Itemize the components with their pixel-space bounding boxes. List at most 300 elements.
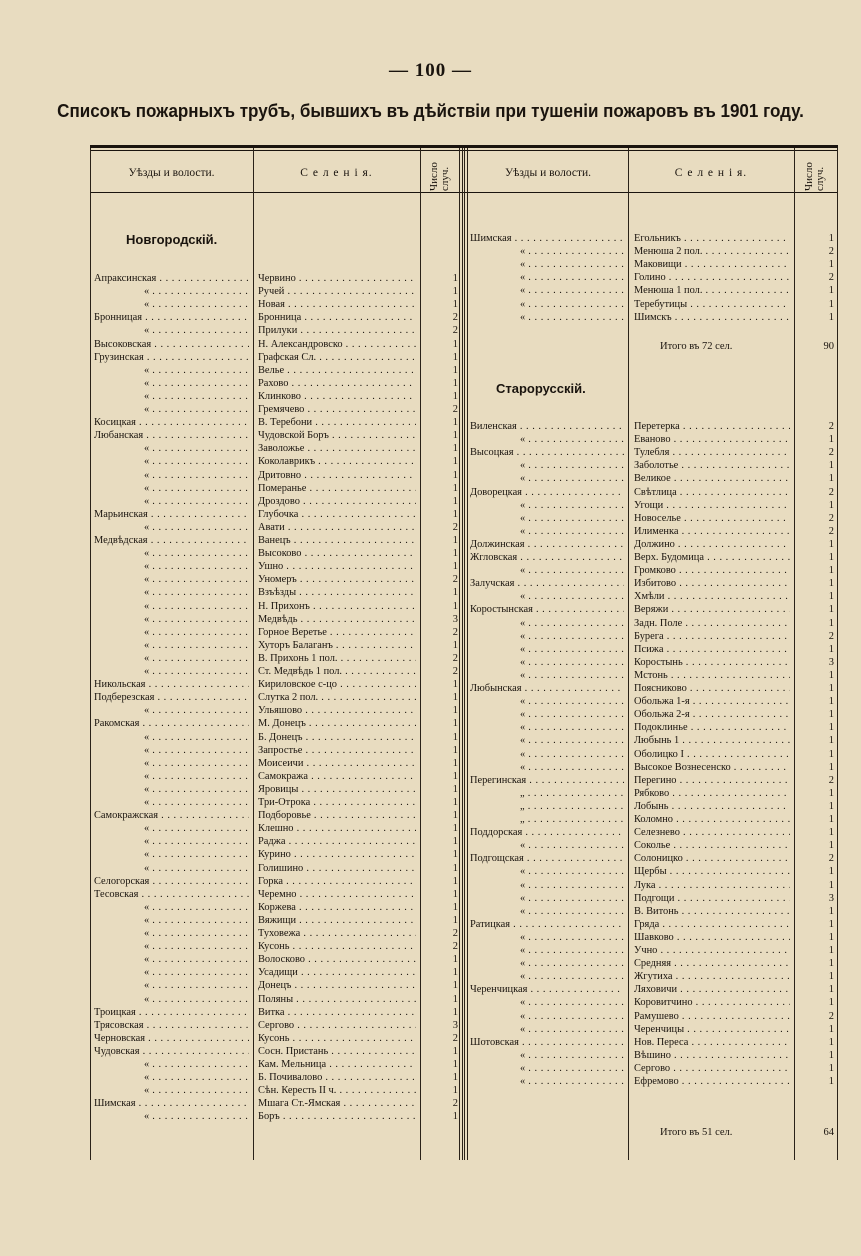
village-cell: Рамушево . . .	[634, 1010, 790, 1023]
district-cell: « . . .	[470, 643, 624, 656]
table-row	[90, 551, 838, 564]
district-cell: Селогорская . . .	[94, 875, 249, 888]
count-cell: 1	[828, 722, 834, 734]
district-cell: « . . .	[94, 495, 249, 508]
village-cell: Ефремово . . .	[634, 1075, 790, 1088]
village-cell: Донецъ . . .	[258, 979, 416, 992]
district-cell: « . . .	[94, 822, 249, 835]
village-cell: Коровитчино . . .	[634, 996, 790, 1009]
count-cell: 1	[452, 548, 458, 560]
district-cell: « . . .	[94, 600, 249, 613]
village-cell: Кусонь . . .	[258, 1032, 416, 1045]
district-cell: « . . .	[94, 613, 249, 626]
village-cell: Высокое Вознесенско . . .	[634, 761, 790, 774]
count-cell: 1	[452, 639, 458, 651]
district-cell: « . . .	[94, 783, 249, 796]
table-row	[90, 377, 838, 390]
count-cell: 1	[452, 823, 458, 835]
district-cell: Любанская . . .	[94, 429, 249, 442]
village-cell: Заболотье . . .	[634, 459, 790, 472]
district-cell: „ . . .	[470, 800, 624, 813]
district-cell: « . . .	[470, 499, 624, 512]
count-cell: 1	[452, 417, 458, 429]
table-row	[90, 390, 838, 403]
count-cell: 1	[452, 430, 458, 442]
table-row	[90, 446, 838, 459]
district-cell: Троицкая . . .	[94, 1006, 249, 1019]
village-cell: Сергово . . .	[634, 1062, 790, 1075]
count-cell: 1	[828, 298, 834, 310]
district-cell: Перегинская . . .	[470, 774, 624, 787]
district-cell: « . . .	[470, 564, 624, 577]
district-cell: Никольская . . .	[94, 678, 249, 691]
count-cell: 1	[452, 273, 458, 284]
village-cell: Перегино . . .	[634, 774, 790, 787]
district-cell: « . . .	[94, 966, 249, 979]
count-cell: 1	[828, 918, 834, 930]
village-cell: Лука . . .	[634, 879, 790, 892]
count-cell: 1	[828, 997, 834, 1009]
district-cell: Чудовская . . .	[94, 1045, 249, 1058]
table-row	[90, 656, 838, 669]
village-cell: Избитово . . .	[634, 577, 790, 590]
count-cell: 1	[452, 338, 458, 350]
table-row	[90, 800, 838, 813]
count-cell: 1	[452, 561, 458, 573]
village-cell: Туховежа . . .	[258, 927, 416, 940]
village-cell: Должино . . .	[634, 538, 790, 551]
count-cell: 1	[828, 1036, 834, 1048]
village-cell: Ванецъ . . .	[258, 534, 416, 547]
count-cell: 1	[452, 954, 458, 966]
village-cell: Графская Сл. . . .	[258, 351, 416, 364]
village-cell: Селезнево . . .	[634, 826, 790, 839]
village-cell: Кусонь . . .	[258, 940, 416, 953]
table-row	[90, 459, 838, 472]
count-cell: 1	[452, 495, 458, 507]
district-cell: Грузинская . . .	[94, 351, 249, 364]
count-cell: 1	[452, 482, 458, 494]
count-cell: 1	[452, 456, 458, 468]
district-cell: « . . .	[94, 1058, 249, 1071]
count-cell: 1	[452, 993, 458, 1005]
district-cell: « . . .	[470, 734, 624, 747]
count-cell: 1	[828, 971, 834, 983]
count-cell: 1	[452, 1085, 458, 1097]
count-cell: 1	[452, 901, 458, 913]
village-cell: Клинково . . .	[258, 390, 416, 403]
district-cell: « . . .	[94, 848, 249, 861]
table-row	[90, 324, 838, 337]
district-cell: « . . .	[94, 639, 249, 652]
table-row	[90, 420, 838, 433]
table-row	[90, 669, 838, 682]
count-cell: 1	[828, 617, 834, 629]
village-cell: Рахово . . .	[258, 377, 416, 390]
count-cell: 1	[828, 460, 834, 472]
village-cell: Червино . . .	[258, 272, 416, 285]
header-villages-left: С е л е н і я.	[300, 167, 373, 179]
count-cell: 1	[452, 679, 458, 691]
count-cell: 1	[828, 879, 834, 891]
village-cell: Угощи . . .	[634, 499, 790, 512]
district-cell: « . . .	[470, 258, 624, 271]
village-cell: М. Донецъ . . .	[258, 717, 416, 730]
count-cell: 1	[452, 286, 458, 298]
village-cell: Шавково . . .	[634, 931, 790, 944]
count-cell: 1	[452, 914, 458, 926]
table-row	[90, 1097, 838, 1110]
district-cell: « . . .	[94, 979, 249, 992]
count-cell: 1	[828, 748, 834, 760]
count-cell: 1	[828, 578, 834, 590]
table-row	[90, 970, 838, 983]
village-cell: Б. Донецъ . . .	[258, 731, 416, 744]
table-row	[90, 695, 838, 708]
table-row	[90, 1075, 838, 1088]
count-cell: 1	[452, 1059, 458, 1070]
table-row	[90, 734, 838, 747]
count-cell: 1	[828, 683, 834, 694]
village-cell: Кам. Мельница . . .	[258, 1058, 416, 1071]
count-cell: 1	[828, 800, 834, 812]
village-cell: Менюша 1 пол. . . .	[634, 284, 790, 297]
table-row	[90, 590, 838, 603]
village-cell: Ляховичи . . .	[634, 983, 790, 996]
count-cell: 2	[452, 928, 458, 939]
district-cell: « . . .	[94, 993, 249, 1006]
district-cell: « . . .	[470, 996, 624, 1009]
village-cell: Коржева . . .	[258, 901, 416, 914]
district-cell: Высоковская . . .	[94, 338, 249, 351]
count-cell: 1	[828, 814, 834, 825]
district-cell: « . . .	[94, 469, 249, 482]
count-cell: 1	[828, 984, 834, 996]
table-row	[90, 787, 838, 800]
district-cell: « . . .	[94, 560, 249, 573]
table-row	[90, 918, 838, 931]
village-cell: Уномеръ . . .	[258, 573, 416, 586]
table-row	[90, 603, 838, 616]
village-cell: Учно . . .	[634, 944, 790, 957]
count-cell: 1	[828, 565, 834, 577]
village-cell: Ручей . . .	[258, 285, 416, 298]
district-cell: « . . .	[470, 957, 624, 970]
table-row	[90, 826, 838, 839]
count-cell: 1	[452, 967, 458, 979]
district-cell: « . . .	[470, 311, 624, 324]
count-cell: 1	[828, 552, 834, 563]
count-cell: 1	[828, 538, 834, 550]
district-cell: Подберезская . . .	[94, 691, 249, 704]
district-cell: « . . .	[470, 839, 624, 852]
district-cell: « . . .	[470, 865, 624, 878]
village-cell: Подоклинье . . .	[634, 721, 790, 734]
village-cell: Псижа . . .	[634, 643, 790, 656]
district-cell: Ракомская . . .	[94, 717, 249, 730]
table-row	[90, 983, 838, 996]
district-cell: « . . .	[94, 390, 249, 403]
village-cell: Голишино . . .	[258, 862, 416, 875]
count-cell: 1	[452, 705, 458, 717]
village-cell: Новая . . .	[258, 298, 416, 311]
village-cell: Сѣн. Кересть II ч. . . .	[258, 1084, 416, 1097]
district-cell: « . . .	[94, 835, 249, 848]
district-cell: Высоцкая . . .	[470, 446, 624, 459]
village-cell: Гряда . . .	[634, 918, 790, 931]
district-cell: « . . .	[94, 901, 249, 914]
table-row	[90, 643, 838, 656]
village-cell: Заволожье . . .	[258, 442, 416, 455]
count-cell: 2	[828, 421, 834, 432]
district-cell: « . . .	[470, 695, 624, 708]
count-cell: 1	[452, 744, 458, 756]
table-row	[90, 1023, 838, 1036]
count-cell: 1	[828, 787, 834, 799]
village-cell: Вѣшино . . .	[634, 1049, 790, 1062]
village-cell: Поляны . . .	[258, 993, 416, 1006]
district-cell: « . . .	[470, 617, 624, 630]
district-cell: « . . .	[94, 324, 249, 337]
table-row	[90, 879, 838, 892]
count-cell: 2	[452, 325, 458, 337]
district-cell: « . . .	[470, 630, 624, 643]
count-cell: 1	[452, 1072, 458, 1084]
village-cell: Раджа . . .	[258, 835, 416, 848]
count-cell: 2	[828, 512, 834, 524]
count-cell: 1	[452, 836, 458, 848]
district-cell: Залучская . . .	[470, 577, 624, 590]
village-cell: Бронница . . .	[258, 311, 416, 324]
count-cell: 1	[828, 473, 834, 485]
table-row	[90, 761, 838, 774]
district-cell: « . . .	[94, 770, 249, 783]
district-cell: Марьинская . . .	[94, 508, 249, 521]
village-cell: Померанье . . .	[258, 482, 416, 495]
village-cell: Дроздово . . .	[258, 495, 416, 508]
village-cell: Ушно . . .	[258, 560, 416, 573]
village-cell: Сокольe . . .	[634, 839, 790, 852]
district-cell: Шимская . . .	[94, 1097, 249, 1110]
table-row	[90, 905, 838, 918]
village-cell: Коростынь . . .	[634, 656, 790, 669]
count-cell: 1	[452, 1006, 458, 1018]
district-cell: « . . .	[470, 1075, 624, 1088]
total-right-value: 64	[823, 1127, 834, 1138]
count-cell: 2	[828, 447, 834, 459]
district-cell: « . . .	[94, 1071, 249, 1084]
district-cell: Доворецкая . . .	[470, 486, 624, 499]
district-cell: « . . .	[470, 298, 624, 311]
district-cell: « . . .	[470, 1023, 624, 1036]
count-cell: 1	[828, 1062, 834, 1074]
table-row	[90, 813, 838, 826]
village-cell: Оболицко I . . .	[634, 748, 790, 761]
district-cell: « . . .	[470, 1062, 624, 1075]
count-cell: 2	[828, 486, 834, 498]
district-cell: « . . .	[94, 455, 249, 468]
count-cell: 1	[452, 1111, 458, 1123]
count-cell: 1	[452, 849, 458, 861]
village-cell: Авати . . .	[258, 521, 416, 534]
table-row	[90, 538, 838, 551]
count-cell: 2	[452, 521, 458, 533]
district-cell: Жгловская . . .	[470, 551, 624, 564]
total-right-label: Итого въ 51 сел.	[660, 1127, 733, 1138]
count-cell: 1	[452, 600, 458, 612]
table-row	[90, 364, 838, 377]
count-cell: 2	[452, 666, 458, 677]
district-cell: « . . .	[470, 271, 624, 284]
count-cell: 1	[452, 862, 458, 874]
district-cell: « . . .	[470, 669, 624, 682]
count-cell: 1	[828, 958, 834, 970]
village-cell: Прилуки . . .	[258, 324, 416, 337]
village-cell: Громково . . .	[634, 564, 790, 577]
district-cell: « . . .	[94, 403, 249, 416]
district-cell: « . . .	[94, 1110, 249, 1123]
village-cell: В. Витонь . . .	[634, 905, 790, 918]
count-cell: 2	[452, 1098, 458, 1110]
district-cell: « . . .	[94, 927, 249, 940]
village-cell: Голино . . .	[634, 271, 790, 284]
count-cell: 1	[452, 731, 458, 743]
table-row	[90, 271, 838, 284]
table-row	[90, 433, 838, 446]
count-cell: 2	[452, 1032, 458, 1044]
table-row	[90, 682, 838, 695]
count-cell: 1	[828, 866, 834, 878]
district-cell: « . . .	[94, 744, 249, 757]
district-cell: « . . .	[94, 731, 249, 744]
count-cell: 1	[452, 888, 458, 900]
table-row	[90, 957, 838, 970]
count-cell: 1	[452, 377, 458, 389]
village-cell: Высоково . . .	[258, 547, 416, 560]
village-cell: Средняя . . .	[634, 957, 790, 970]
count-cell: 1	[828, 905, 834, 917]
village-cell: Хмѣли . . .	[634, 590, 790, 603]
count-cell: 1	[452, 508, 458, 520]
village-cell: Слутка 2 пол. . . .	[258, 691, 416, 704]
village-cell: В. Прихонь 1 пол. . . .	[258, 652, 416, 665]
village-cell: Свѣтлица . . .	[634, 486, 790, 499]
count-cell: 1	[452, 469, 458, 481]
table-row	[90, 403, 838, 416]
count-cell: 1	[828, 604, 834, 616]
table-row	[90, 839, 838, 852]
table-row	[90, 617, 838, 630]
village-cell: Боръ . . .	[258, 1110, 416, 1123]
count-cell: 1	[452, 351, 458, 363]
district-cell: « . . .	[470, 472, 624, 485]
village-cell: Моисеичи . . .	[258, 757, 416, 770]
district-cell: « . . .	[470, 245, 624, 258]
village-cell: Лобынь . . .	[634, 800, 790, 813]
village-cell: Еваново . . .	[634, 433, 790, 446]
village-cell: Медвѣдь . . .	[258, 613, 416, 626]
village-cell: Тулебля . . .	[634, 446, 790, 459]
table-row	[90, 996, 838, 1009]
count-cell: 2	[828, 525, 834, 537]
count-cell: 1	[828, 1076, 834, 1087]
table-row	[90, 472, 838, 485]
total-left-label: Итого въ 72 сел.	[660, 341, 733, 352]
village-cell: Б. Почивалово . . .	[258, 1071, 416, 1084]
district-cell: „ . . .	[470, 813, 624, 826]
district-cell: Медвѣдская . . .	[94, 534, 249, 547]
district-cell: « . . .	[470, 970, 624, 983]
count-cell: 1	[828, 709, 834, 721]
count-cell: 1	[452, 1045, 458, 1057]
district-cell: « . . .	[94, 796, 249, 809]
district-cell: « . . .	[470, 512, 624, 525]
village-cell: Мшага Ст.-Ямская . . .	[258, 1097, 416, 1110]
village-cell: Обольжа 1-я . . .	[634, 695, 790, 708]
district-cell: Черновская . . .	[94, 1032, 249, 1045]
count-cell: 1	[828, 285, 834, 297]
header-district-right: Уѣзды и волости.	[504, 167, 592, 179]
count-cell: 2	[452, 626, 458, 638]
district-cell: Виленская . . .	[470, 420, 624, 433]
count-cell: 1	[452, 390, 458, 402]
village-cell: Гремячево . . .	[258, 403, 416, 416]
section-staroruss: Старорусскій.	[496, 381, 586, 396]
count-cell: 1	[828, 259, 834, 271]
count-cell: 1	[452, 364, 458, 376]
district-cell: « . . .	[470, 748, 624, 761]
count-cell: 1	[828, 735, 834, 747]
district-cell: « . . .	[470, 944, 624, 957]
district-cell: Черенчицкая . . .	[470, 983, 624, 996]
village-cell: Хуторъ Балаганъ . . .	[258, 639, 416, 652]
table-row	[90, 1049, 838, 1062]
district-cell: « . . .	[470, 892, 624, 905]
district-cell: « . . .	[94, 953, 249, 966]
district-cell: « . . .	[94, 547, 249, 560]
district-cell: « . . .	[470, 656, 624, 669]
district-cell: « . . .	[470, 931, 624, 944]
count-cell: 3	[828, 656, 834, 668]
district-cell: « . . .	[470, 525, 624, 538]
table-row	[90, 892, 838, 905]
district-cell: « . . .	[470, 1049, 624, 1062]
count-cell: 1	[828, 931, 834, 943]
village-cell: Поясниково . . .	[634, 682, 790, 695]
district-cell: « . . .	[470, 708, 624, 721]
count-cell: 1	[452, 797, 458, 808]
district-cell: « . . .	[94, 626, 249, 639]
count-cell: 2	[452, 404, 458, 415]
count-cell: 1	[828, 643, 834, 655]
village-cell: Н. Прихонъ . . .	[258, 600, 416, 613]
header-count-right: Число случ.	[803, 162, 826, 191]
count-cell: 2	[828, 630, 834, 642]
district-cell: « . . .	[94, 1084, 249, 1097]
district-cell: « . . .	[94, 442, 249, 455]
count-cell: 1	[828, 761, 834, 773]
count-cell: 1	[452, 757, 458, 769]
count-cell: 3	[828, 892, 834, 904]
table-row	[90, 499, 838, 512]
district-cell: « . . .	[94, 521, 249, 534]
table-row	[90, 1062, 838, 1075]
district-cell: « . . .	[470, 761, 624, 774]
village-cell: Клешно . . .	[258, 822, 416, 835]
fire-pumps-table	[90, 145, 838, 1165]
table-row	[90, 232, 838, 245]
village-cell: Усадищи . . .	[258, 966, 416, 979]
